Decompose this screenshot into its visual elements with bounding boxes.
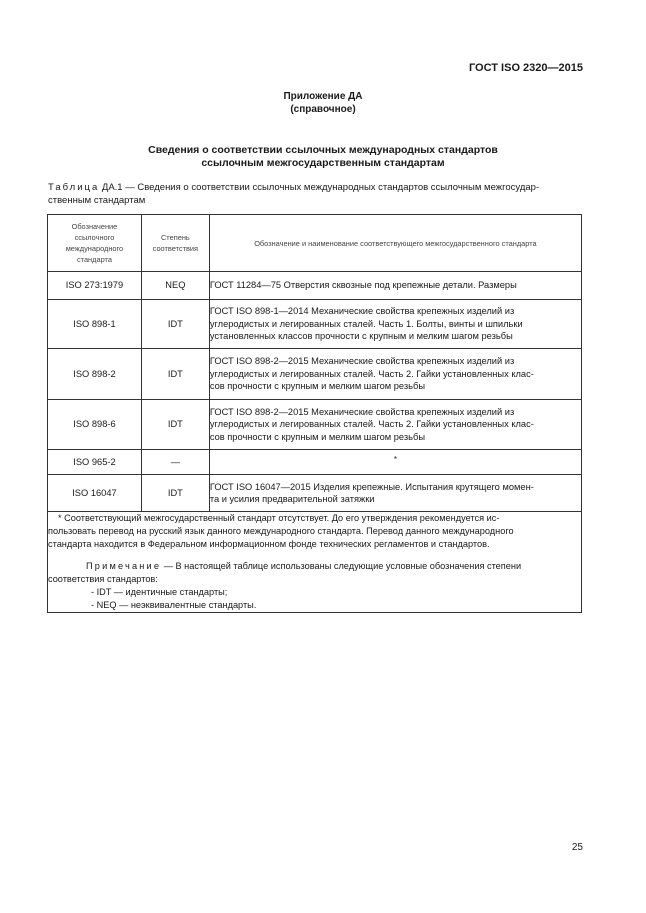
gost-cell: * <box>209 450 581 475</box>
annex-title: Приложение ДА <box>283 91 363 102</box>
degree-cell: — <box>141 450 209 475</box>
abbreviation-list <box>48 586 581 612</box>
degree-cell: IDT <box>141 400 209 450</box>
note <box>48 560 581 573</box>
note-text: — В настоящей таблице использованы следующие условные обозначения степени <box>161 561 522 571</box>
correspondence-table <box>47 214 582 613</box>
footnote: * Соответствующий межгосударственный стандарт отсутствует. До его утверждения рекомендуется ис- пользовать перевод на русский язык данного международного стандарта. Перевод данного международного стандарта находится в Федеральном информационном фонде технических регламентов и стандартов. <box>48 513 514 549</box>
section-heading <box>0 144 646 170</box>
degree-cell: IDT <box>141 300 209 349</box>
page-number: 25 <box>571 842 583 853</box>
degree-cell: NEQ <box>141 272 209 300</box>
iso-cell: ISO 898-6 <box>48 400 142 450</box>
annex-subtitle: (справочное) <box>290 104 356 115</box>
table-row <box>48 400 582 450</box>
table-row <box>48 450 582 475</box>
note-word: Примечание <box>86 561 162 571</box>
iso-cell: ISO 898-1 <box>48 300 142 349</box>
header-degree: Степень соответствия <box>141 215 209 272</box>
gost-cell: ГОСТ ISO 16047—2015 Изделия крепежные. Испытания крутящего момен- та и усилия предварительной затяжки <box>209 475 581 512</box>
table-row <box>48 349 582 400</box>
iso-cell: ISO 16047 <box>48 475 142 512</box>
heading-line-1: Сведения о соответствии ссылочных международных стандартов <box>148 144 498 156</box>
header-interstate-standard: Обозначение и наименование соответствующего межгосударственного стандарта <box>209 215 581 272</box>
caption-word: Таблица <box>48 182 100 193</box>
degree-cell: IDT <box>141 349 209 400</box>
list-item: - IDT — идентичные стандарты; <box>91 587 228 597</box>
document-code: ГОСТ ISO 2320—2015 <box>468 62 583 74</box>
notes-row <box>48 512 582 613</box>
annex-title-block <box>0 90 646 116</box>
table-row <box>48 300 582 349</box>
iso-cell: ISO 273:1979 <box>48 272 142 300</box>
table-row <box>48 475 582 512</box>
list-item: - NEQ — неэквивалентные стандарты. <box>91 600 257 610</box>
gost-cell: ГОСТ ISO 898-2—2015 Механические свойства крепежных изделий из углеродистых и легированных сталей. Часть 2. Гайки установленных клас- сов прочности с крупным и мелким шагом резьбы <box>209 400 581 450</box>
table-header-row <box>48 215 582 272</box>
iso-cell: ISO 965-2 <box>48 450 142 475</box>
gost-cell: ГОСТ ISO 898-2—2015 Механические свойства крепежных изделий из углеродистых и легированных сталей. Часть 2. Гайки установленных клас- сов прочности с крупным и мелким шагом резьбы <box>209 349 581 400</box>
gost-cell: ГОСТ ISO 898-1—2014 Механические свойства крепежных изделий из углеродистых и легированных сталей. Часть 1. Болты, винты и шпильки установленных классов прочности с крупным и мелким шагом резьбы <box>209 300 581 349</box>
degree-cell: IDT <box>141 475 209 512</box>
heading-line-2: ссылочным межгосударственным стандартам <box>201 157 445 169</box>
notes-cell <box>48 512 582 613</box>
caption-text-line-2: ственным стандартам <box>48 195 146 206</box>
header-international-standard: Обозначение ссылочного международного стандарта <box>48 215 142 272</box>
gost-cell: ГОСТ 11284—75 Отверстия сквозные под крепежные детали. Размеры <box>209 272 581 300</box>
caption-text: ДА.1 — Сведения о соответствии ссылочных международных стандартов ссылочным межгосудар- <box>99 182 540 193</box>
iso-cell: ISO 898-2 <box>48 349 142 400</box>
note-line-2: соответствия стандартов: <box>48 574 158 584</box>
table-row <box>48 272 582 300</box>
table-caption <box>48 181 588 207</box>
